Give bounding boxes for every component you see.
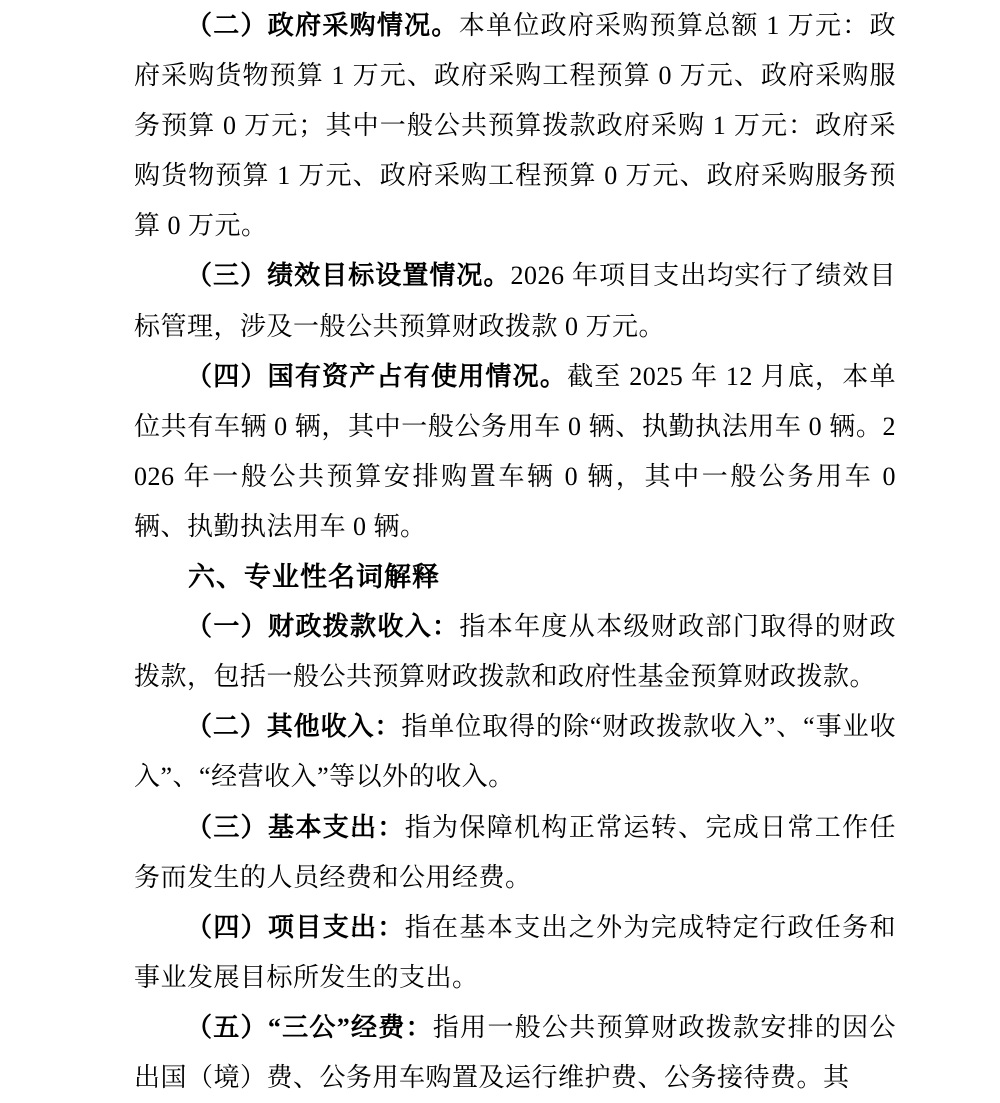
paragraph-performance-targets-text: 2026 年项目支出均实行了绩效目标管理，涉及一般公共预算财政拨款 0 万元。 — [134, 261, 896, 341]
definition-other-income-text: 指单位取得的除“财政拨款收入”、“事业收入”、“经营收入”等以外的收入。 — [134, 712, 896, 792]
paragraph-government-procurement — [134, 1, 896, 251]
definition-three-public-funds-label: （五）“三公”经费： — [186, 1012, 433, 1042]
definition-project-expenditure-text: 指在基本支出之外为完成特定行政任务和事业发展目标所发生的支出。 — [134, 912, 896, 992]
paragraph-government-procurement-label: （二）政府采购情况。 — [186, 11, 459, 40]
definition-basic-expenditure — [134, 803, 896, 903]
definition-basic-expenditure-text: 指为保障机构正常运转、完成日常工作任务而发生的人员经费和公用经费。 — [134, 812, 896, 892]
definition-other-income-label: （二）其他收入： — [186, 712, 402, 742]
definition-three-public-funds-text: 指用一般公共预算财政拨款安排的因公出国（境）费、公务用车购置及运行维护费、公务接待费。其 — [134, 1012, 896, 1092]
definition-fiscal-appropriation-income-text: 指本年度从本级财政部门取得的财政拨款，包括一般公共预算财政拨款和政府性基金预算财政拨款。 — [134, 612, 896, 692]
section-heading-glossary: 六、专业性名词解释 — [188, 562, 440, 593]
paragraph-state-assets-label: （四）国有资产占有使用情况。 — [186, 361, 568, 391]
paragraph-state-assets — [134, 352, 896, 552]
definition-other-income — [134, 702, 896, 802]
definition-fiscal-appropriation-income-label: （一）财政拨款收入： — [186, 612, 460, 642]
definition-basic-expenditure-label: （三）基本支出： — [186, 812, 405, 842]
definition-project-expenditure-label: （四）项目支出： — [186, 912, 405, 942]
definition-project-expenditure — [134, 903, 896, 1003]
definition-three-public-funds — [134, 1003, 896, 1103]
definition-fiscal-appropriation-income — [134, 602, 896, 702]
paragraph-performance-targets — [134, 251, 896, 351]
paragraph-state-assets-text: 截至 2025 年 12 月底，本单位共有车辆 0 辆，其中一般公务用车 0 辆、执勤执法用车 0 辆。2026 年一般公共预算安排购置车辆 0 辆，其中一般公务用车 0 辆、执勤执法用车 0 辆。 — [134, 361, 896, 541]
paragraph-government-procurement-text: 本单位政府采购预算总额 1 万元：政府采购货物预算 1 万元、政府采购工程预算 0 万元、政府采购服务预算 0 万元；其中一般公共预算拨款政府采购 1 万元：政府采购货物预算 1 万元、政府采购工程预算 0 万元、政府采购服务预算 0 万元。 — [134, 11, 896, 241]
paragraph-performance-targets-label: （三）绩效目标设置情况。 — [186, 261, 511, 291]
